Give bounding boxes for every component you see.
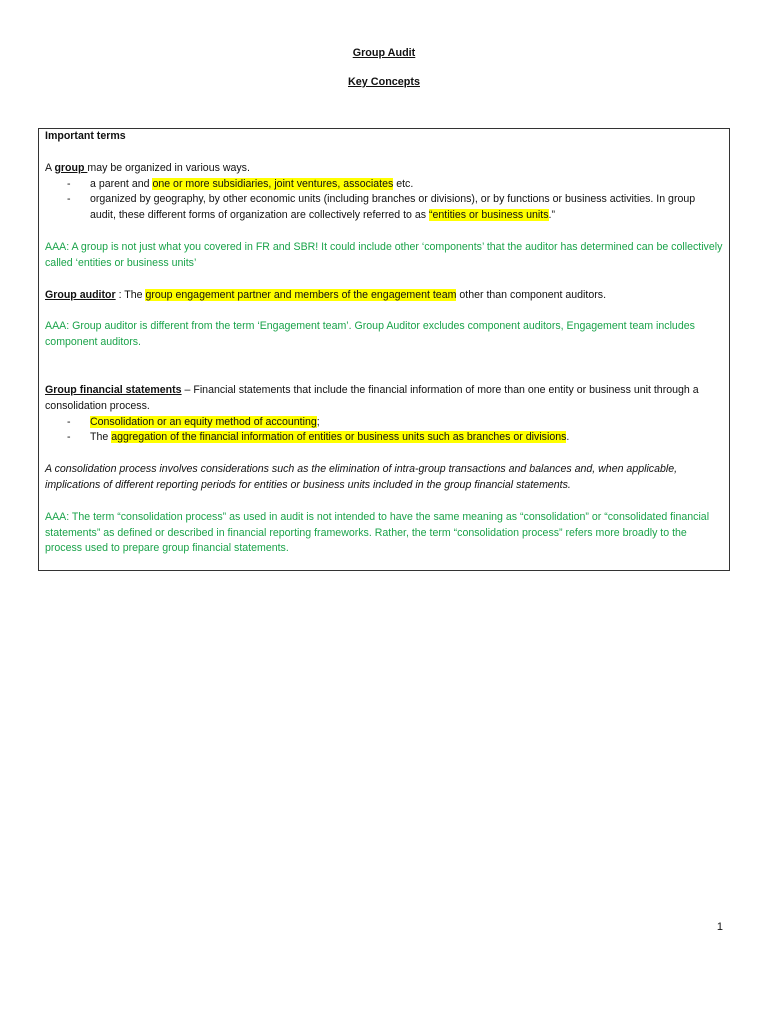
- spacer: [45, 446, 723, 462]
- document-title: Group Audit: [352, 47, 416, 59]
- list-item: [45, 430, 723, 446]
- bullet-text: organized by geography, by other economic units (including branches or divisions), or by functions or business activities. In group audit, these different forms of organization are collectively referred to as: [90, 193, 696, 222]
- list-item: [45, 177, 723, 193]
- bullet-text: ;: [316, 415, 320, 428]
- group-term: group: [54, 161, 88, 174]
- bullet-text: a parent and: [90, 177, 153, 190]
- statements-definition-text: – Financial statements that include the financial information of more than one entity or business unit through a consolidation process.: [45, 383, 699, 412]
- bullet-text: .”: [548, 209, 556, 222]
- group-prefix: A: [45, 161, 55, 174]
- group-financial-statements-definition: [45, 383, 723, 415]
- spacer: [45, 303, 723, 319]
- highlighted-text: one or more subsidiaries, joint ventures, associates: [152, 177, 394, 190]
- document-subtitle: Key Concepts: [348, 76, 420, 88]
- bullet-text: etc.: [393, 177, 414, 190]
- spacer: [45, 351, 723, 383]
- group-bullet-list: [45, 177, 723, 224]
- dash-marker: -: [67, 415, 71, 428]
- statements-bullet-list: [45, 415, 723, 447]
- page-number: 1: [716, 921, 723, 933]
- consolidation-note: A consolidation process involves considerations such as the elimination of intra-group transactions and balances and, when applicable, implications of different reporting periods for entities or business units included in the group financial statements.: [45, 463, 678, 491]
- important-terms-box: [38, 128, 730, 571]
- dash-marker: -: [67, 177, 71, 190]
- group-financial-statements-term: Group financial statements: [45, 383, 182, 396]
- highlighted-text: “entities or business units: [428, 209, 549, 222]
- spacer: [45, 145, 723, 161]
- group-auditor-definition: [45, 288, 723, 304]
- highlighted-text: group engagement partner and members of the engagement team: [145, 288, 457, 301]
- group-auditor-term: Group auditor: [45, 288, 116, 301]
- highlighted-text: aggregation of the financial information of entities or business units such as branches or divisions: [111, 431, 567, 444]
- list-item: [45, 415, 723, 431]
- auditor-separator: : The: [115, 288, 146, 301]
- aaa-note-auditor: AAA: Group auditor is different from the term ‘Engagement team’. Group Auditor excludes component auditors, Engagement team includes component auditors.: [45, 320, 695, 349]
- box-heading: Important terms: [45, 130, 126, 142]
- group-rest: may be organized in various ways.: [87, 161, 250, 174]
- highlighted-text: Consolidation or an equity method of accounting: [90, 415, 317, 428]
- bullet-text: The: [90, 431, 112, 444]
- spacer: [45, 224, 723, 240]
- dash-marker: -: [67, 193, 71, 206]
- auditor-rest: other than component auditors.: [456, 288, 607, 301]
- bullet-text: .: [566, 431, 570, 444]
- spacer: [45, 494, 723, 510]
- group-definition: [45, 161, 723, 177]
- aaa-note-group: AAA: A group is not just what you covered in FR and SBR! It could include other ‘components’ that the auditor has determined can be collectively called ‘entities or business units’: [45, 240, 723, 269]
- aaa-note-consolidation: AAA: The term “consolidation process” as used in audit is not intended to have the same meaning as “consolidation” or “consolidated financial statements” as defined or described in financial reporting frameworks. Rather, the term “consolidation process” refers more broadly to the process used to prepare group financial statements.: [45, 510, 710, 555]
- dash-marker: -: [67, 431, 71, 444]
- spacer: [45, 272, 723, 288]
- list-item: [45, 192, 723, 224]
